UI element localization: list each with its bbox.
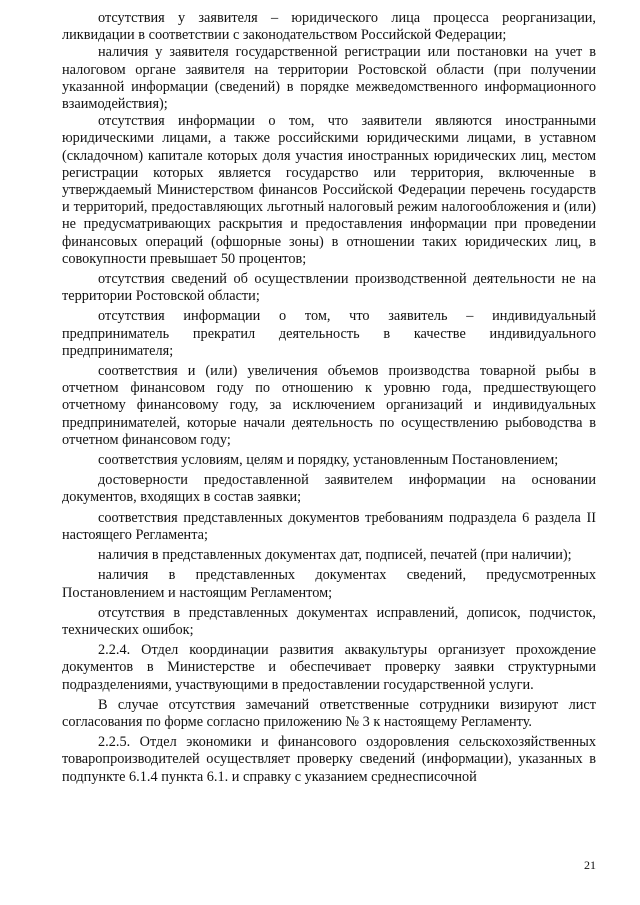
paragraph-reliability: достоверности предоставленной заявителем информации на основании документов, входящих в состав заявки;	[62, 472, 596, 506]
paragraph-dates-signatures: наличия в представленных документах дат, подписей, печатей (при наличии);	[98, 547, 572, 564]
paragraph-no-corrections: отсутствия в представленных документах исправлений, дописок, подчисток, технических ошибок;	[62, 604, 596, 638]
page-number: 21	[584, 858, 596, 872]
paragraph-required-info: наличия в представленных документах сведений, предусмотренных Постановлением и настоящим Регламентом;	[62, 567, 596, 601]
paragraph-conditions: соответствия условиям, целям и порядку, установленным Постановлением;	[98, 452, 559, 469]
paragraph-requirements: соответствия представленных документов требованиям подраздела 6 раздела II настоящего Регламента;	[62, 509, 596, 543]
paragraph-2-2-5: 2.2.5. Отдел экономики и финансового оздоровления сельскохозяйственных товаропроизводителей осуществляет проверку сведений (информации), указанных в подпункте 6.1.4 пункта 6.1. и справку с указанием среднесписочной	[62, 734, 596, 785]
paragraph-registration: наличия у заявителя государственной регистрации или постановки на учет в налоговом органе заявителя на территории Ростовской области (при получении указанной информации (сведений) в порядке межведомственного информационного взаимодействия);	[62, 44, 596, 113]
paragraph-foreign-entities: отсутствия информации о том, что заявители являются иностранными юридическими лицами, а также российскими юридическими лицами, в уставном (складочном) капитале которых доля участия иностранных юридических лиц, местом регистрации которых является государство или территория, включенные в утверждаемый Министерством финансов Российской Федерации перечень государств и территорий, предоставляющих льготный налоговый режим налогообложения и (или) не предусматривающих раскрытия и предоставления информации при проведении финансовых операций (офшорные зоны) в отношении таких юридических лиц, в совокупности превышает 50 процентов;	[62, 113, 596, 267]
paragraph-entrepreneur-activity: отсутствия информации о том, что заявитель – индивидуальный предприниматель прекратил деятельность в качестве индивидуального предпринимателя;	[62, 308, 596, 359]
paragraph-fish-production: соответствия и (или) увеличения объемов производства товарной рыбы в отчетном финансовом году по отношению к уровню года, предшествующего отчетному финансовому году, за исключением организаций и индивидуальных предпринимателей, которые начали деятельность по осуществлению рыбоводства в отчетном финансовом году;	[62, 363, 596, 448]
paragraph-2-2-4: 2.2.4. Отдел координации развития аквакультуры организует прохождение документов в Министерстве и обеспечивает проверку заявки структурными подразделениями, участвующими в предоставлении государственной услуги.	[62, 642, 596, 693]
paragraph-approval-sheet: В случае отсутствия замечаний ответственные сотрудники визируют лист согласования по форме согласно приложению № 3 к настоящему Регламенту.	[62, 696, 596, 730]
paragraph-production-territory: отсутствия сведений об осуществлении производственной деятельности не на территории Ростовской области;	[62, 271, 596, 305]
paragraph-reorganization: отсутствия у заявителя – юридического лица процесса реорганизации, ликвидации в соответствии с законодательством Российской Федерации;	[62, 10, 596, 44]
document-body	[62, 10, 596, 786]
